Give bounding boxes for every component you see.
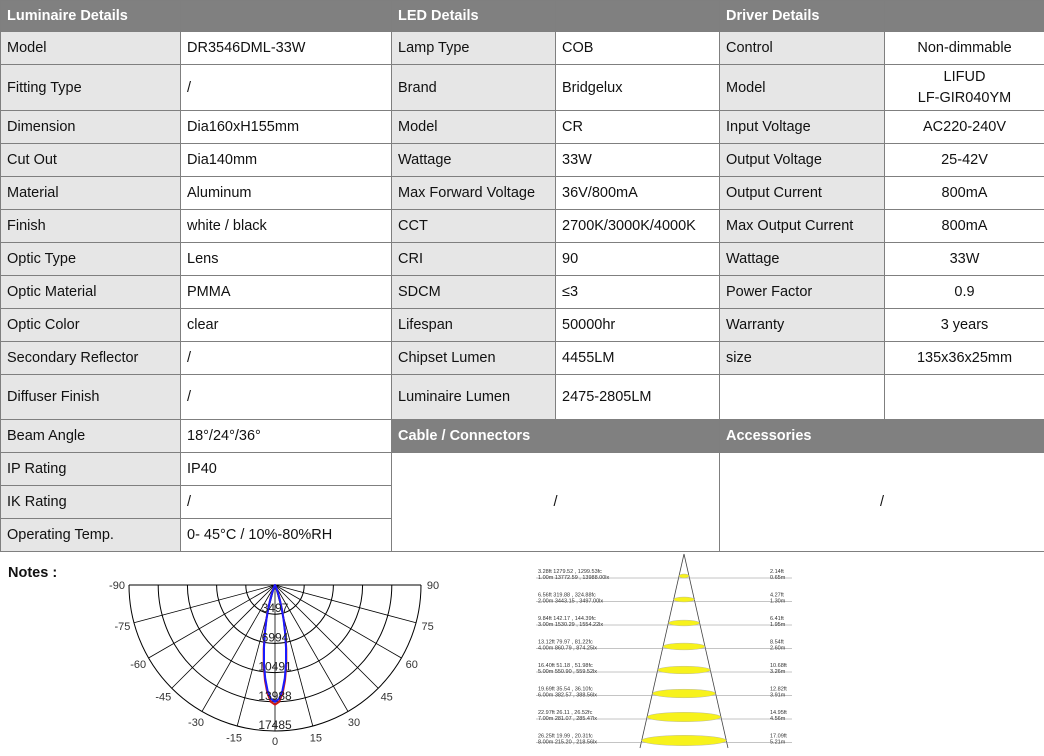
- beam-left-text: 7.00m 281.07 , 285.47lx: [538, 716, 598, 722]
- luminaire-spec-label: Optic Type: [1, 243, 181, 276]
- polar-angle-label: -30: [188, 716, 204, 729]
- luminaire-spec-value: PMMA: [181, 276, 392, 309]
- spec-table-body: [1, 1, 1044, 552]
- driver-spec-label: [720, 375, 885, 420]
- driver-spec-value: 33W: [885, 243, 1044, 276]
- driver-spec-value: [885, 375, 1044, 420]
- beam-illuminance-diagram: [530, 552, 798, 752]
- beam-left-text: 2.00m 3443.15 , 3497.00lx: [538, 598, 604, 605]
- beam-right-text: 2.14ft: [770, 569, 784, 575]
- polar-spoke: [134, 585, 275, 623]
- polar-angle-label: -15: [226, 732, 243, 745]
- beam-left-text: 9.84ft 142.17 , 144.39fc: [538, 616, 596, 622]
- driver-spec-value: 800mA: [885, 177, 1044, 210]
- led-spec-label: Luminaire Lumen: [392, 375, 556, 420]
- led-spec-label: CRI: [392, 243, 556, 276]
- driver-spec-label: size: [720, 342, 885, 375]
- led-details-header: LED Details: [392, 1, 556, 32]
- driver-details-header: Driver Details: [720, 1, 885, 32]
- luminaire-spec-label: Finish: [1, 210, 181, 243]
- luminaire-spec-value: 0- 45°C / 10%-80%RH: [181, 519, 392, 552]
- beam-left-text: 6.00m 382.57 , 388.56lx: [538, 692, 598, 699]
- polar-angle-label: -75: [114, 620, 131, 633]
- luminaire-spec-value: IP40: [181, 453, 392, 486]
- beam-right-text: 2.60m: [770, 645, 786, 652]
- luminaire-spec-value: /: [181, 486, 392, 519]
- beam-right-text: 3.91m: [770, 692, 786, 699]
- driver-spec-label: Power Factor: [720, 276, 885, 309]
- polar-angle-label: 60: [405, 659, 418, 671]
- beam-left-text: 26.25ft 19.99 , 20.31fc: [538, 733, 593, 740]
- luminaire-details-header: Luminaire Details: [1, 1, 181, 32]
- luminaire-spec-value: 18°/24°/36°: [181, 420, 392, 453]
- led-spec-label: Lifespan: [392, 309, 556, 342]
- polar-ring-value: 13988: [258, 688, 292, 703]
- driver-spec-value: 0.9: [885, 276, 1044, 309]
- led-spec-value: 2475-2805LM: [556, 375, 720, 420]
- luminaire-spec-value: /: [181, 65, 392, 111]
- luminaire-spec-value: /: [181, 342, 392, 375]
- luminaire-spec-label: IK Rating: [1, 486, 181, 519]
- beam-spot-ellipse: [668, 620, 699, 626]
- spec-row: [1, 309, 1044, 342]
- polar-spoke: [275, 585, 401, 658]
- beam-left-text: 3.00m 1530.29 , 1554.22lx: [538, 622, 604, 628]
- driver-spec-value: 3 years: [885, 309, 1044, 342]
- polar-ring-value: 3497: [261, 601, 289, 616]
- driver-spec-value: 135x36x25mm: [885, 342, 1044, 375]
- beam-right-text: 10.68ft: [770, 663, 787, 669]
- spec-row: [1, 32, 1044, 65]
- spec-row: [1, 375, 1044, 420]
- spec-row: [1, 177, 1044, 210]
- luminaire-spec-label: Cut Out: [1, 144, 181, 177]
- header-spacer: [181, 1, 392, 32]
- beam-left-text: 5.00m 550.90 , 559.52lx: [538, 669, 598, 675]
- spec-row: [1, 65, 1044, 111]
- beam-right-text: 5.21m: [770, 739, 786, 746]
- beam-right-text: 1.30m: [770, 598, 786, 605]
- beam-left-text: 1.00m 13772.59 , 13988.00lx: [538, 575, 610, 581]
- cable-connectors-value: /: [392, 453, 720, 552]
- spec-row: [1, 111, 1044, 144]
- driver-spec-value: [885, 65, 1044, 111]
- polar-angle-label: 45: [380, 691, 393, 704]
- polar-angle-label: 75: [421, 620, 434, 633]
- luminaire-spec-label: Material: [1, 177, 181, 210]
- beam-right-text: 0.65m: [770, 575, 786, 581]
- polar-distribution-chart: [95, 556, 455, 756]
- beam-right-text: 4.27ft: [770, 592, 784, 599]
- beam-left-text: 22.97ft 26.11 , 26.52fc: [538, 710, 593, 716]
- led-spec-value: ≤3: [556, 276, 720, 309]
- polar-ring-value: 17485: [258, 718, 292, 732]
- luminaire-spec-label: Fitting Type: [1, 65, 181, 111]
- luminaire-spec-value: clear: [181, 309, 392, 342]
- beam-left-text: 4.00m 860.79 , 874.25lx: [538, 645, 598, 652]
- driver-spec-label: Max Output Current: [720, 210, 885, 243]
- spec-row: [1, 342, 1044, 375]
- polar-angle-label: 90: [426, 580, 440, 592]
- beam-left-text: 13.12ft 79.97 , 81.22fc: [538, 639, 593, 646]
- led-spec-label: Model: [392, 111, 556, 144]
- luminaire-spec-value: DR3546DML-33W: [181, 32, 392, 65]
- beam-right-text: 1.95m: [770, 622, 786, 628]
- driver-spec-label: Output Voltage: [720, 144, 885, 177]
- beam-left-text: 6.56ft 319.88 , 324.88fc: [538, 592, 596, 599]
- luminaire-spec-value: Lens: [181, 243, 392, 276]
- beam-left-text: 19.69ft 35.54 , 36.10fc: [538, 686, 593, 693]
- led-spec-label: Chipset Lumen: [392, 342, 556, 375]
- polar-angle-label: -45: [155, 691, 172, 704]
- spec-row: [1, 420, 1044, 453]
- accessories-header: Accessories: [720, 420, 1044, 453]
- polar-angle-label: 0: [271, 736, 279, 748]
- luminaire-spec-label: Secondary Reflector: [1, 342, 181, 375]
- led-spec-label: SDCM: [392, 276, 556, 309]
- polar-ring-value: 6994: [261, 630, 289, 645]
- polar-angle-label: -60: [130, 659, 147, 671]
- luminaire-spec-label: Optic Material: [1, 276, 181, 309]
- spec-row: [1, 144, 1044, 177]
- led-spec-value: CR: [556, 111, 720, 144]
- driver-spec-label: Control: [720, 32, 885, 65]
- led-spec-value: 33W: [556, 144, 720, 177]
- polar-ring-value: 10491: [258, 659, 292, 674]
- led-spec-value: 36V/800mA: [556, 177, 720, 210]
- beam-spot-ellipse: [652, 689, 715, 698]
- luminaire-spec-label: Optic Color: [1, 309, 181, 342]
- beam-right-text: 6.41ft: [770, 616, 784, 622]
- led-spec-value: 50000hr: [556, 309, 720, 342]
- beam-spot-ellipse: [658, 666, 711, 674]
- luminaire-spec-label: Diffuser Finish: [1, 375, 181, 420]
- header-spacer: [885, 1, 1044, 32]
- led-spec-value: Bridgelux: [556, 65, 720, 111]
- luminaire-spec-label: IP Rating: [1, 453, 181, 486]
- beam-right-text: 12.82ft: [770, 686, 787, 693]
- beam-spot-ellipse: [647, 712, 721, 721]
- luminaire-spec-value: Dia140mm: [181, 144, 392, 177]
- beam-spot-ellipse: [679, 574, 689, 578]
- led-spec-value: 2700K/3000K/4000K: [556, 210, 720, 243]
- polar-spoke: [275, 585, 416, 623]
- driver-spec-value: 25-42V: [885, 144, 1044, 177]
- driver-spec-label: Wattage: [720, 243, 885, 276]
- driver-spec-label: Output Current: [720, 177, 885, 210]
- beam-right-text: 4.56m: [770, 716, 786, 722]
- led-spec-label: Wattage: [392, 144, 556, 177]
- luminaire-spec-value: /: [181, 375, 392, 420]
- beam-left-text: 16.40ft 51.18 , 51.98fc: [538, 663, 593, 669]
- luminaire-spec-label: Beam Angle: [1, 420, 181, 453]
- spec-row: [1, 453, 1044, 486]
- beam-right-text: 8.54ft: [770, 639, 784, 646]
- luminaire-spec-value: Aluminum: [181, 177, 392, 210]
- luminaire-spec-label: Model: [1, 32, 181, 65]
- beam-right-text: 14.95ft: [770, 710, 787, 716]
- driver-spec-label: Warranty: [720, 309, 885, 342]
- driver-spec-label: Model: [720, 65, 885, 111]
- spec-row: [1, 276, 1044, 309]
- led-spec-label: Max Forward Voltage: [392, 177, 556, 210]
- polar-angle-label: -90: [109, 580, 125, 592]
- led-spec-value: 4455LM: [556, 342, 720, 375]
- led-spec-value: 90: [556, 243, 720, 276]
- beam-right-text: 3.26m: [770, 669, 786, 675]
- notes-label: Notes :: [8, 565, 58, 581]
- polar-angle-label: 15: [309, 732, 323, 745]
- driver-model-line: LIFUD: [943, 68, 986, 85]
- accessories-value: /: [720, 453, 1044, 552]
- beam-spot-ellipse: [642, 735, 727, 745]
- luminaire-spec-value: Dia160xH155mm: [181, 111, 392, 144]
- luminaire-spec-label: Operating Temp.: [1, 519, 181, 552]
- header-spacer: [556, 1, 720, 32]
- led-spec-label: Lamp Type: [392, 32, 556, 65]
- beam-left-text: 8.00m 215.20 , 218.56lx: [538, 739, 598, 746]
- spec-row: [1, 210, 1044, 243]
- led-spec-value: COB: [556, 32, 720, 65]
- beam-spot-ellipse: [674, 597, 695, 602]
- driver-spec-label: Input Voltage: [720, 111, 885, 144]
- driver-spec-value: 800mA: [885, 210, 1044, 243]
- luminaire-spec-label: Dimension: [1, 111, 181, 144]
- luminaire-spec-value: white / black: [181, 210, 392, 243]
- beam-spot-ellipse: [663, 643, 705, 650]
- driver-spec-value: Non-dimmable: [885, 32, 1044, 65]
- led-spec-label: CCT: [392, 210, 556, 243]
- driver-model-line: LF-GIR040YM: [917, 89, 1012, 106]
- polar-spoke: [149, 585, 275, 658]
- beam-left-text: 3.28ft 1279.52 , 1299.53fc: [538, 569, 602, 575]
- polar-angle-label: 30: [347, 716, 361, 729]
- spec-row: [1, 243, 1044, 276]
- led-spec-label: Brand: [392, 65, 556, 111]
- beam-right-text: 17.09ft: [770, 733, 787, 740]
- driver-spec-value: AC220-240V: [885, 111, 1044, 144]
- cable-connectors-header: Cable / Connectors: [392, 420, 720, 453]
